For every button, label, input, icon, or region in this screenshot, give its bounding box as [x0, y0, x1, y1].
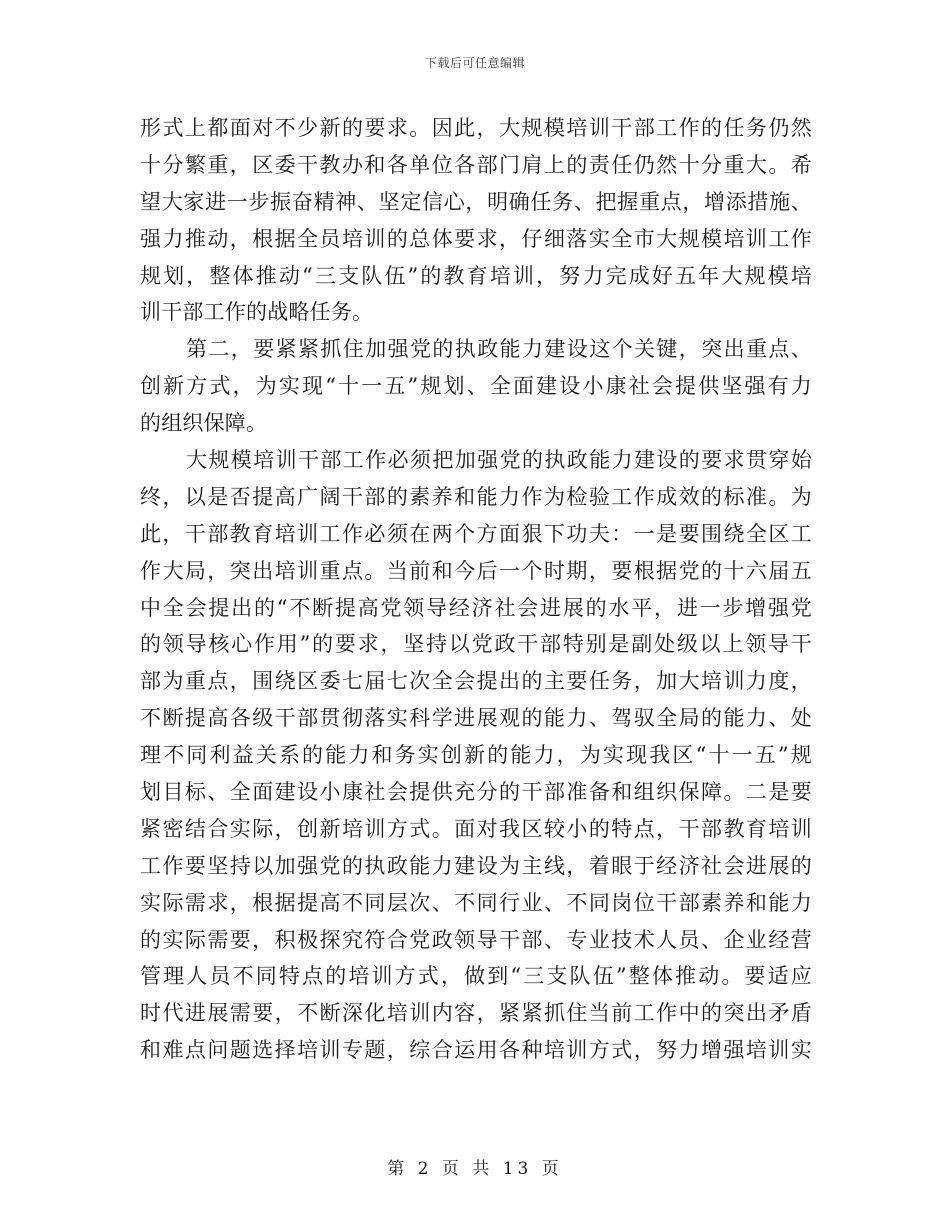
text-line: 部为重点，围绕区委七届七次全会提出的主要任务，加大培训力度，: [140, 669, 812, 694]
text-line: 时代进展需要，不断深化培训内容，紧紧抓住当前工作中的突出矛盾: [140, 1001, 812, 1026]
text-line: 此，干部教育培训工作必须在两个方面狠下功夫：一是要围绕全区工: [140, 521, 812, 546]
text-line: 作大局，突出培训重点。当前和今后一个时期，要根据党的十六届五: [140, 558, 812, 583]
text-line: 工作要坚持以加强党的执政能力建设为主线，着眼于经济社会进展的: [140, 853, 812, 878]
text-line: 训干部工作的战略任务。: [140, 300, 374, 325]
page-header-note: 下载后可任意编辑: [424, 56, 525, 70]
text-line: 中全会提出的“不断提高党领导经济社会进展的水平，进一步增强党: [140, 595, 812, 620]
page-number-footer: 第 2 页 共 13 页: [387, 1159, 563, 1179]
text-line: 大规模培训干部工作必须把加强党的执政能力建设的要求贯穿始: [186, 448, 812, 473]
text-line: 创新方式，为实现“十一五”规划、全面建设小康社会提供坚强有力: [140, 374, 812, 399]
text-line: 形式上都面对不少新的要求。因此，大规模培训干部工作的任务仍然: [140, 116, 812, 140]
text-line: 望大家进一步振奋精神、坚定信心，明确任务、把握重点，增添措施、: [140, 189, 812, 214]
text-line: 和难点问题选择培训专题，综合运用各种培训方式，努力增强培训实: [140, 1038, 812, 1063]
text-line: 的实际需要，积极探究符合党政领导干部、专业技术人员、企业经营: [140, 927, 812, 952]
text-line: 强力推动，根据全员培训的总体要求，仔细落实全市大规模培训工作: [140, 226, 812, 251]
text-line: 不断提高各级干部贯彻落实科学进展观的能力、驾驭全局的能力、处: [140, 706, 812, 731]
text-line: 理不同利益关系的能力和务实创新的能力，为实现我区“十一五”规: [140, 743, 812, 768]
text-line: 第二，要紧紧抓住加强党的执政能力建设这个关键，突出重点、: [186, 337, 812, 362]
text-line: 划目标、全面建设小康社会提供充分的干部准备和组织保障。二是要: [140, 780, 812, 805]
text-line: 管理人员不同特点的培训方式，做到“三支队伍”整体推动。要适应: [140, 964, 812, 989]
text-line: 实际需求，根据提高不同层次、不同行业、不同岗位干部素养和能力: [140, 890, 812, 915]
text-line: 的领导核心作用”的要求，坚持以党政干部特别是副处级以上领导干: [140, 632, 812, 657]
text-line: 终，以是否提高广阔干部的素养和能力作为检验工作成效的标准。为: [140, 484, 812, 509]
text-line: 规划，整体推动“三支队伍”的教育培训，努力完成好五年大规模培: [140, 263, 812, 288]
document-body: [140, 110, 812, 1069]
text-line: 十分繁重，区委干教办和各单位各部门肩上的责任仍然十分重大。希: [140, 152, 812, 177]
text-line: 紧密结合实际，创新培训方式。面对我区较小的特点，干部教育培训: [140, 816, 812, 841]
text-line: 的组织保障。: [140, 411, 268, 436]
